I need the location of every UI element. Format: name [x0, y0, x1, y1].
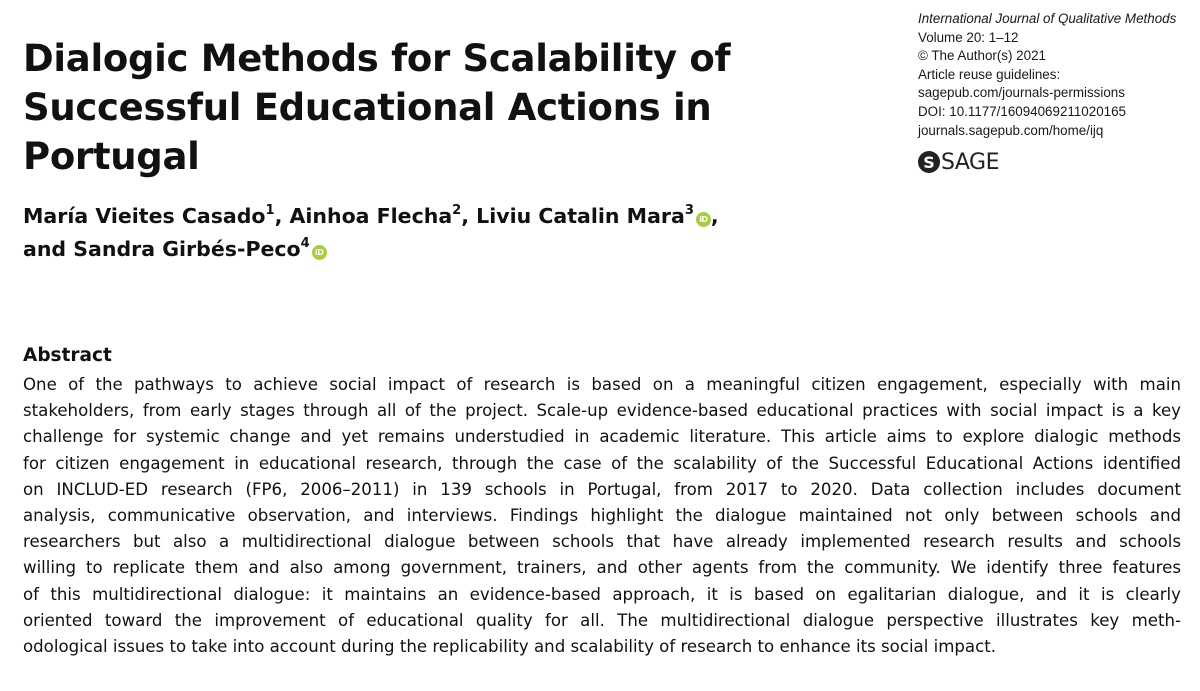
sage-logo[interactable]: [918, 148, 999, 176]
author-name[interactable]: Sandra Girbés-Peco: [73, 237, 301, 261]
sage-s-icon: S: [918, 151, 940, 173]
author-separator: ,: [710, 204, 719, 228]
affiliation-marker[interactable]: 2: [452, 203, 462, 218]
abstract-heading: Abstract: [23, 345, 112, 366]
journal-home-link[interactable]: journals.sagepub.com/home/ijq: [918, 122, 1104, 138]
journal-info: [918, 10, 1198, 140]
affiliation-marker[interactable]: 4: [300, 236, 310, 251]
author-name[interactable]: Liviu Catalin Mara: [476, 204, 685, 228]
abstract-line: on INCLUD-ED research (FP6, 2006–2011) in 139 schools in Portugal, from 2017 to 2020. Data collection includes document: [23, 479, 1181, 499]
abstract-line: oriented toward the improvement of educational quality for all. The multidirectional dialogue perspective illustrates key meth-: [23, 610, 1181, 630]
abstract-line: of this multidirectional dialogue: it maintains an evidence-based approach, it is based on egalitarian dialogue, and it is clearly: [23, 584, 1181, 604]
permissions-link[interactable]: sagepub.com/journals-permissions: [918, 85, 1125, 101]
author-separator: ,: [461, 204, 477, 228]
abstract-line: for citizen engagement in educational research, through the case of the scalability of the Successful Educational Actions identified: [23, 453, 1181, 473]
article-title: [23, 34, 883, 181]
abstract-line: willing to replicate them and also among government, trainers, and other agents from the community. We identify three features: [23, 558, 1181, 578]
title-line-2: Successful Educational Actions in Portugal: [23, 86, 712, 178]
doi[interactable]: DOI: 10.1177/16094069211020165: [918, 103, 1126, 119]
affiliation-marker[interactable]: 1: [265, 203, 275, 218]
copyright: © The Author(s) 2021: [918, 48, 1046, 64]
author-list: [23, 200, 923, 266]
orcid-icon[interactable]: iD: [696, 212, 711, 227]
reuse-guidelines-label: Article reuse guidelines:: [918, 66, 1061, 82]
abstract-line: odological issues to take into account during the replicability and scalability of research to enhance its social impact.: [23, 637, 996, 657]
abstract-line: challenge for systemic change and yet remains understudied in academic literature. This article aims to explore dialogic methods: [23, 427, 1181, 447]
author-separator: ,: [274, 204, 290, 228]
abstract-line: One of the pathways to achieve social impact of research is based on a meaningful citizen engagement, especially with main: [23, 375, 1181, 394]
abstract-body: [23, 372, 1181, 660]
abstract-line: analysis, communicative observation, and interviews. Findings highlight the dialogue maintained not only between schools and: [23, 506, 1181, 526]
volume-info: Volume 20: 1–12: [918, 29, 1019, 45]
journal-name[interactable]: International Journal of Qualitative Methods: [918, 11, 1177, 26]
abstract-line: stakeholders, from early stages through all of the project. Scale-up evidence-based educational practices with social impact is a key: [23, 401, 1181, 421]
author-conjunction: and: [23, 237, 74, 261]
author-name[interactable]: María Vieites Casado: [23, 204, 266, 228]
author-name[interactable]: Ainhoa Flecha: [289, 204, 453, 228]
title-line-1: Dialogic Methods for Scalability of: [23, 37, 731, 80]
affiliation-marker[interactable]: 3: [684, 203, 694, 218]
orcid-icon[interactable]: iD: [312, 245, 327, 260]
sage-wordmark: SAGE: [941, 149, 999, 175]
abstract-line: researchers but also a multidirectional dialogue between schools that have already implemented research results and schools: [23, 532, 1181, 552]
